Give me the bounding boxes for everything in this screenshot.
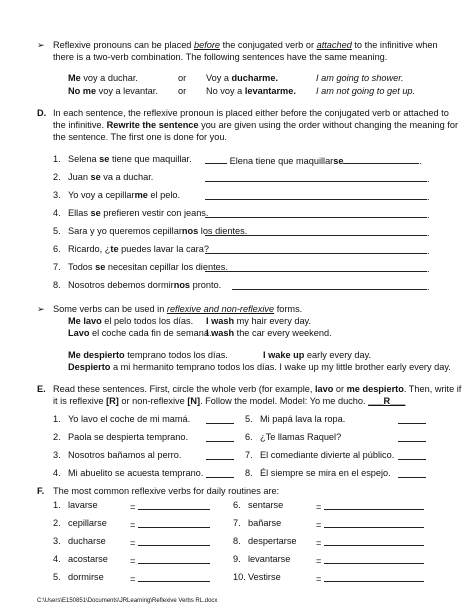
f-item-verb: cepillarse	[68, 518, 107, 528]
d-item-num: 1.	[53, 154, 61, 164]
e-item-answer-line[interactable]	[206, 450, 234, 462]
f-item-verb: ducharse	[68, 536, 106, 546]
f-item-num: 6.	[233, 500, 241, 510]
e-item-sentence: Paola se despierta temprano.	[68, 432, 189, 442]
d-item-sentence: Yo voy a cepillarme el pelo.	[68, 190, 181, 200]
d-item-num: 5.	[53, 226, 61, 236]
e-item-num: 6.	[245, 432, 253, 442]
e-item-num: 4.	[53, 468, 61, 478]
d-item-num: 3.	[53, 190, 61, 200]
file-path-footer: C:\Users\E150851\Documents\JRLearning\Reflexive Verbs RL.docx	[37, 598, 218, 604]
d-item-sentence: Ellas se prefieren vestir con jeans.	[68, 208, 209, 218]
e-item-sentence: Nosotros bañamos al perro.	[68, 450, 182, 460]
section-f-line1: The most common reflexive verbs for daily routines are:	[53, 486, 280, 496]
note2-example2-en: I wash the car every weekend.	[206, 328, 332, 338]
e-item-answer-line[interactable]	[398, 414, 426, 426]
d-item-num: 8.	[53, 280, 61, 290]
note2-example1-es: Me lavo el pelo todos los días.	[68, 316, 194, 326]
f-item-num: 8.	[233, 536, 241, 546]
note2-example1-en: I wash my hair every day.	[206, 316, 312, 326]
f-item-num: 7.	[233, 518, 241, 528]
e-item-num: 3.	[53, 450, 61, 460]
e-item-num: 8.	[245, 468, 253, 478]
f-item-verb: bañarse	[248, 518, 282, 528]
f-item-verb: despertarse	[248, 536, 297, 546]
bullet-arrow-icon: ➢	[37, 40, 45, 50]
f-item-answer[interactable]: =	[130, 572, 210, 584]
e-item-num: 1.	[53, 414, 61, 424]
f-item-answer[interactable]: =	[130, 500, 210, 512]
f-item-answer[interactable]: =	[130, 518, 210, 530]
e-item-sentence: Mi papá lava la ropa.	[260, 414, 346, 424]
note2-line1: Some verbs can be used in reflexive and non-reflexive forms.	[53, 304, 303, 314]
note2-example4: Despierto a mi hermanito temprano todos los días. I wake up my little brother early every day.	[68, 362, 451, 372]
d-item-sentence: Sara y yo queremos cepillarnos los dientes.	[68, 226, 248, 236]
section-d-letter: D.	[37, 108, 47, 118]
d-item-sentence: Juan se va a duchar.	[68, 172, 154, 182]
example2-spanish: No me voy a levantar.	[68, 86, 158, 96]
f-item-answer[interactable]: =	[316, 518, 424, 530]
section-e-line1: Read these sentences. First, circle the whole verb (for example, lavo or me despierto. Then, write if	[53, 384, 462, 394]
bullet-arrow-icon: ➢	[37, 304, 45, 314]
f-item-num: 9.	[233, 554, 241, 564]
e-item-num: 2.	[53, 432, 61, 442]
f-item-answer[interactable]: =	[130, 554, 210, 566]
f-item-verb: levantarse	[248, 554, 291, 564]
d-item-num: 2.	[53, 172, 61, 182]
d-item-answer-line[interactable]: .	[205, 262, 430, 274]
d-item-answer-line[interactable]: .	[205, 172, 430, 184]
f-item-verb: lavarse	[68, 500, 98, 510]
d-item-sentence: Selena se tiene que maquillar.	[68, 154, 192, 164]
e-item-answer-line[interactable]	[398, 432, 426, 444]
example2-alt: No voy a levantarme.	[206, 86, 296, 96]
f-item-num: 5.	[53, 572, 61, 582]
e-item-sentence: Él siempre se mira en el espejo.	[260, 468, 391, 478]
section-e-line2: it is reflexive [R] or non-reflexive [N]. Follow the model. Model: Yo me ducho. ___R___	[53, 396, 406, 406]
e-item-answer-line[interactable]	[398, 468, 426, 480]
example1-alt: Voy a ducharme.	[206, 73, 279, 83]
d-item-num: 4.	[53, 208, 61, 218]
e-item-num: 7.	[245, 450, 253, 460]
section-e-letter: E.	[37, 384, 46, 394]
section-d-line1: In each sentence, the reflexive pronoun is placed either before the conjugated verb or attached to	[53, 108, 449, 118]
note2-example3-en: I wake up early every day.	[263, 350, 372, 360]
example2-or: or	[178, 86, 187, 96]
d-item-num: 7.	[53, 262, 61, 272]
section-d-line3: the sentence. The first one is done for you.	[53, 132, 227, 142]
f-item-answer[interactable]: =	[316, 536, 424, 548]
d-item-sentence: Ricardo, ¿te puedes lavar la cara?	[68, 244, 209, 254]
section-d-line2: the infinitive. Rewrite the sentence you are given using the order without changing the meaning for	[53, 120, 459, 130]
d-item-answer-line[interactable]: .	[205, 190, 430, 202]
f-item-verb: Vestirse	[248, 572, 281, 582]
f-item-answer[interactable]: =	[316, 500, 424, 512]
note1-line1: Reflexive pronouns can be placed before the conjugated verb or attached to the infinitive when	[53, 40, 438, 50]
f-item-num: 3.	[53, 536, 61, 546]
f-item-answer[interactable]: =	[316, 572, 424, 584]
e-item-sentence: El comediante divierte al público.	[260, 450, 395, 460]
e-item-answer-line[interactable]	[398, 450, 426, 462]
d-item-answer-line[interactable]: .	[205, 208, 430, 220]
f-item-verb: acostarse	[68, 554, 108, 564]
note2-example3-es: Me despierto temprano todos los días.	[68, 350, 228, 360]
f-item-answer[interactable]: =	[316, 554, 424, 566]
d-item-answer-line[interactable]: .	[232, 280, 430, 292]
f-item-num: 10.	[233, 572, 246, 582]
e-item-sentence: Mi abuelito se acuesta temprano.	[68, 468, 204, 478]
f-item-verb: dormirse	[68, 572, 104, 582]
note2-example2-es: Lavo el coche cada fin de semana.	[68, 328, 212, 338]
f-item-answer[interactable]: =	[130, 536, 210, 548]
d-item-sentence: Todos se necesitan cepillar los dientes.	[68, 262, 228, 272]
example2-english: I am not going to get up.	[316, 86, 416, 96]
example1-english: I am going to shower.	[316, 73, 404, 83]
f-item-num: 2.	[53, 518, 61, 528]
d-item-answer-line[interactable]: .	[205, 226, 430, 238]
note1-line2: there is a two-verb combination. The following sentences have the same meaning.	[53, 52, 388, 62]
e-item-answer-line[interactable]	[206, 414, 234, 426]
e-item-answer-line[interactable]	[206, 432, 234, 444]
f-item-verb: sentarse	[248, 500, 284, 510]
e-item-answer-line[interactable]	[206, 468, 234, 480]
e-item-sentence: ¿Te llamas Raquel?	[260, 432, 342, 442]
f-item-num: 4.	[53, 554, 61, 564]
d-item-sentence: Nosotros debemos dormirnos pronto.	[68, 280, 222, 290]
d-item-answer: Elena tiene que maquillarse .	[205, 154, 422, 166]
d-item-num: 6.	[53, 244, 61, 254]
section-f-letter: F.	[37, 486, 45, 496]
e-item-num: 5.	[245, 414, 253, 424]
example1-spanish: Me voy a duchar.	[68, 73, 138, 83]
d-item-answer-line[interactable]: .	[205, 244, 430, 256]
example1-or: or	[178, 73, 187, 83]
e-item-sentence: Yo lavo el coche de mi mamá.	[68, 414, 191, 424]
f-item-num: 1.	[53, 500, 61, 510]
